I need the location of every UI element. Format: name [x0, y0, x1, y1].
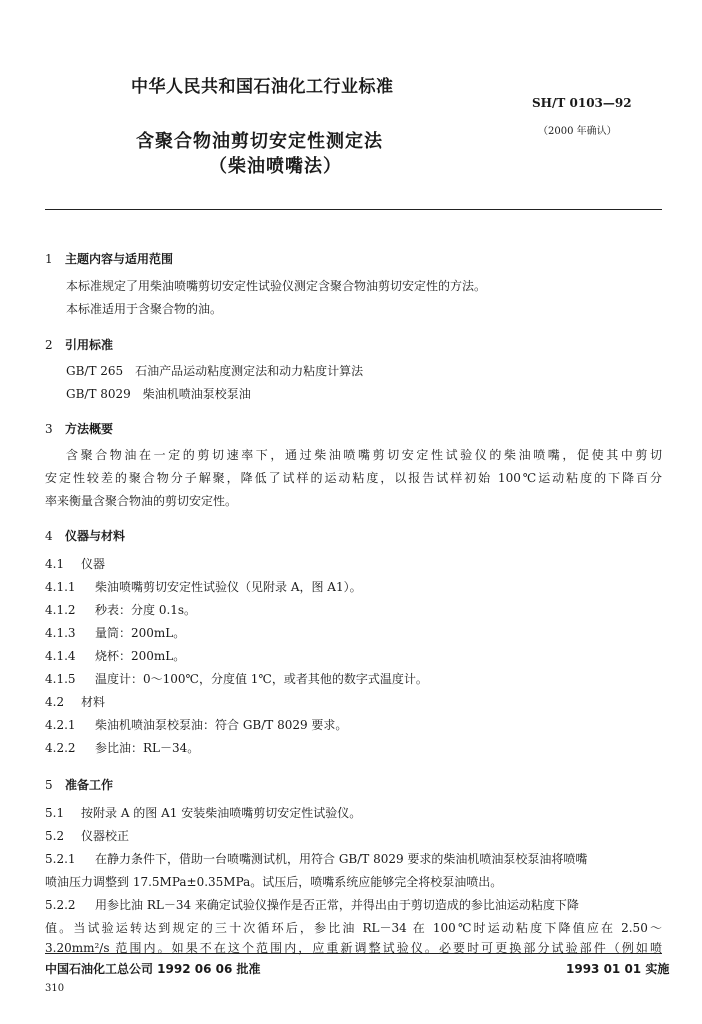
section-1-paragraph-1: 本标准规定了用柴油喷嘴剪切安定性试验仪测定含聚合物油剪切安定性的方法。 — [66, 279, 487, 293]
section-number: 4 — [45, 529, 53, 543]
section-number: 3 — [45, 422, 53, 436]
clause-text: 材料 — [81, 695, 106, 709]
clause-number: 4.1.4 — [45, 649, 76, 663]
clause-4-2-2 — [45, 740, 199, 756]
approval-note: 中国石油化工总公司 1992 06 06 批准 — [45, 962, 261, 976]
clause-5-2 — [45, 828, 129, 844]
clause-number: 4.1.5 — [45, 672, 76, 686]
section-3-line-2: 安定性较差的聚合物分子解聚，降低了试样的运动粘度，以报告试样初始 100℃运动粘度的下降百分 — [45, 471, 662, 485]
clause-5-2-2-line-1 — [45, 897, 579, 913]
section-1-paragraph-2: 本标准适用于含聚合物的油。 — [66, 302, 223, 316]
footer-divider — [45, 953, 662, 954]
header-divider — [45, 209, 662, 210]
clause-4-1-4 — [45, 648, 185, 664]
clause-number: 5.1 — [45, 806, 65, 820]
clause-text: 温度计：0～100℃，分度值 1℃，或者其他的数字式温度计。 — [95, 672, 428, 686]
clause-number: 4.1.2 — [45, 603, 76, 617]
clause-text: 仪器 — [81, 557, 106, 571]
section-4-heading — [45, 527, 125, 544]
section-title: 方法概要 — [65, 422, 114, 436]
document-subtitle: （柴油喷嘴法） — [209, 156, 342, 177]
industry-standard-title: 中华人民共和国石油化工行业标准 — [131, 77, 394, 97]
clause-number: 4.1 — [45, 557, 65, 571]
clause-text: 柴油机喷油泵校泵油：符合 GB/T 8029 要求。 — [95, 718, 348, 732]
section-2-heading — [45, 336, 113, 353]
clause-text: 柴油喷嘴剪切安定性试验仪（见附录 A，图 A1）。 — [95, 580, 362, 594]
clause-number: 5.2 — [45, 829, 65, 843]
section-3-heading — [45, 420, 113, 437]
section-1-heading — [45, 250, 173, 267]
clause-text: 在静力条件下，借助一台喷嘴测试机，用符合 GB/T 8029 要求的柴油机喷油泵校泵油将喷嘴 — [95, 852, 588, 866]
clause-number: 4.2.2 — [45, 741, 76, 755]
clause-5-2-1-line-2: 喷油压力调整到 17.5MPa±0.35MPa。试压后，喷嘴系统应能够完全将校泵油喷出。 — [45, 875, 503, 889]
section-3-line-3: 率来衡量含聚合物油的剪切安定性。 — [45, 494, 238, 508]
clause-5-2-1-line-1 — [45, 851, 587, 867]
section-title: 主题内容与适用范围 — [65, 252, 174, 266]
clause-text: 按附录 A 的图 A1 安装柴油喷嘴剪切安定性试验仪。 — [81, 806, 362, 820]
clause-5-1 — [45, 805, 361, 821]
clause-5-2-2-line-2: 值。当试验运转达到规定的三十次循环后，参比油 RL－34 在 100℃时运动粘度下降值应在 2.50～ — [45, 921, 662, 935]
clause-number: 5.2.1 — [45, 852, 76, 866]
reference-gbt265: GB/T 265 石油产品运动粘度测定法和动力粘度计算法 — [66, 364, 364, 378]
section-number: 1 — [45, 252, 53, 266]
clause-number: 4.1.3 — [45, 626, 76, 640]
section-number: 2 — [45, 338, 53, 352]
clause-4-1-2 — [45, 602, 196, 618]
implementation-date: 1993 01 01 实施 — [566, 962, 670, 976]
clause-number: 4.2.1 — [45, 718, 76, 732]
clause-4-1-1 — [45, 579, 362, 595]
clause-4-1-3 — [45, 625, 185, 641]
clause-5-2-2-line-3: 3.20mm²/s 范围内。如果不在这个范围内，应重新调整试验仪。必要时可更换部分试验部件（例如喷 — [45, 941, 662, 955]
section-3-line-1: 含聚合物油在一定的剪切速率下，通过柴油喷嘴剪切安定性试验仪的柴油喷嘴，促使其中剪切 — [66, 448, 662, 462]
document-title: 含聚合物油剪切安定性测定法 — [136, 131, 383, 152]
reference-gbt8029: GB/T 8029 柴油机喷油泵校泵油 — [66, 387, 251, 401]
clause-number: 4.1.1 — [45, 580, 76, 594]
confirm-year: （2000 年确认） — [538, 126, 617, 137]
clause-text: 参比油：RL－34。 — [95, 741, 200, 755]
clause-text: 仪器校正 — [81, 829, 130, 843]
page-number: 310 — [45, 983, 65, 994]
section-title: 仪器与材料 — [65, 529, 126, 543]
clause-text: 烧杯：200mL。 — [95, 649, 186, 663]
clause-number: 5.2.2 — [45, 898, 76, 912]
clause-4-2 — [45, 694, 105, 710]
clause-4-1 — [45, 556, 105, 572]
clause-4-1-5 — [45, 671, 428, 687]
section-5-heading — [45, 776, 113, 793]
clause-text: 用参比油 RL－34 来确定试验仪操作是否正常，并得出由于剪切造成的参比油运动粘度下降 — [95, 898, 579, 912]
clause-text: 秒表：分度 0.1s。 — [95, 603, 197, 617]
section-title: 引用标准 — [65, 338, 114, 352]
clause-4-2-1 — [45, 717, 347, 733]
standard-code: SH/T 0103—92 — [532, 96, 632, 110]
section-number: 5 — [45, 778, 53, 792]
clause-text: 量筒：200mL。 — [95, 626, 186, 640]
clause-number: 4.2 — [45, 695, 65, 709]
section-title: 准备工作 — [65, 778, 114, 792]
